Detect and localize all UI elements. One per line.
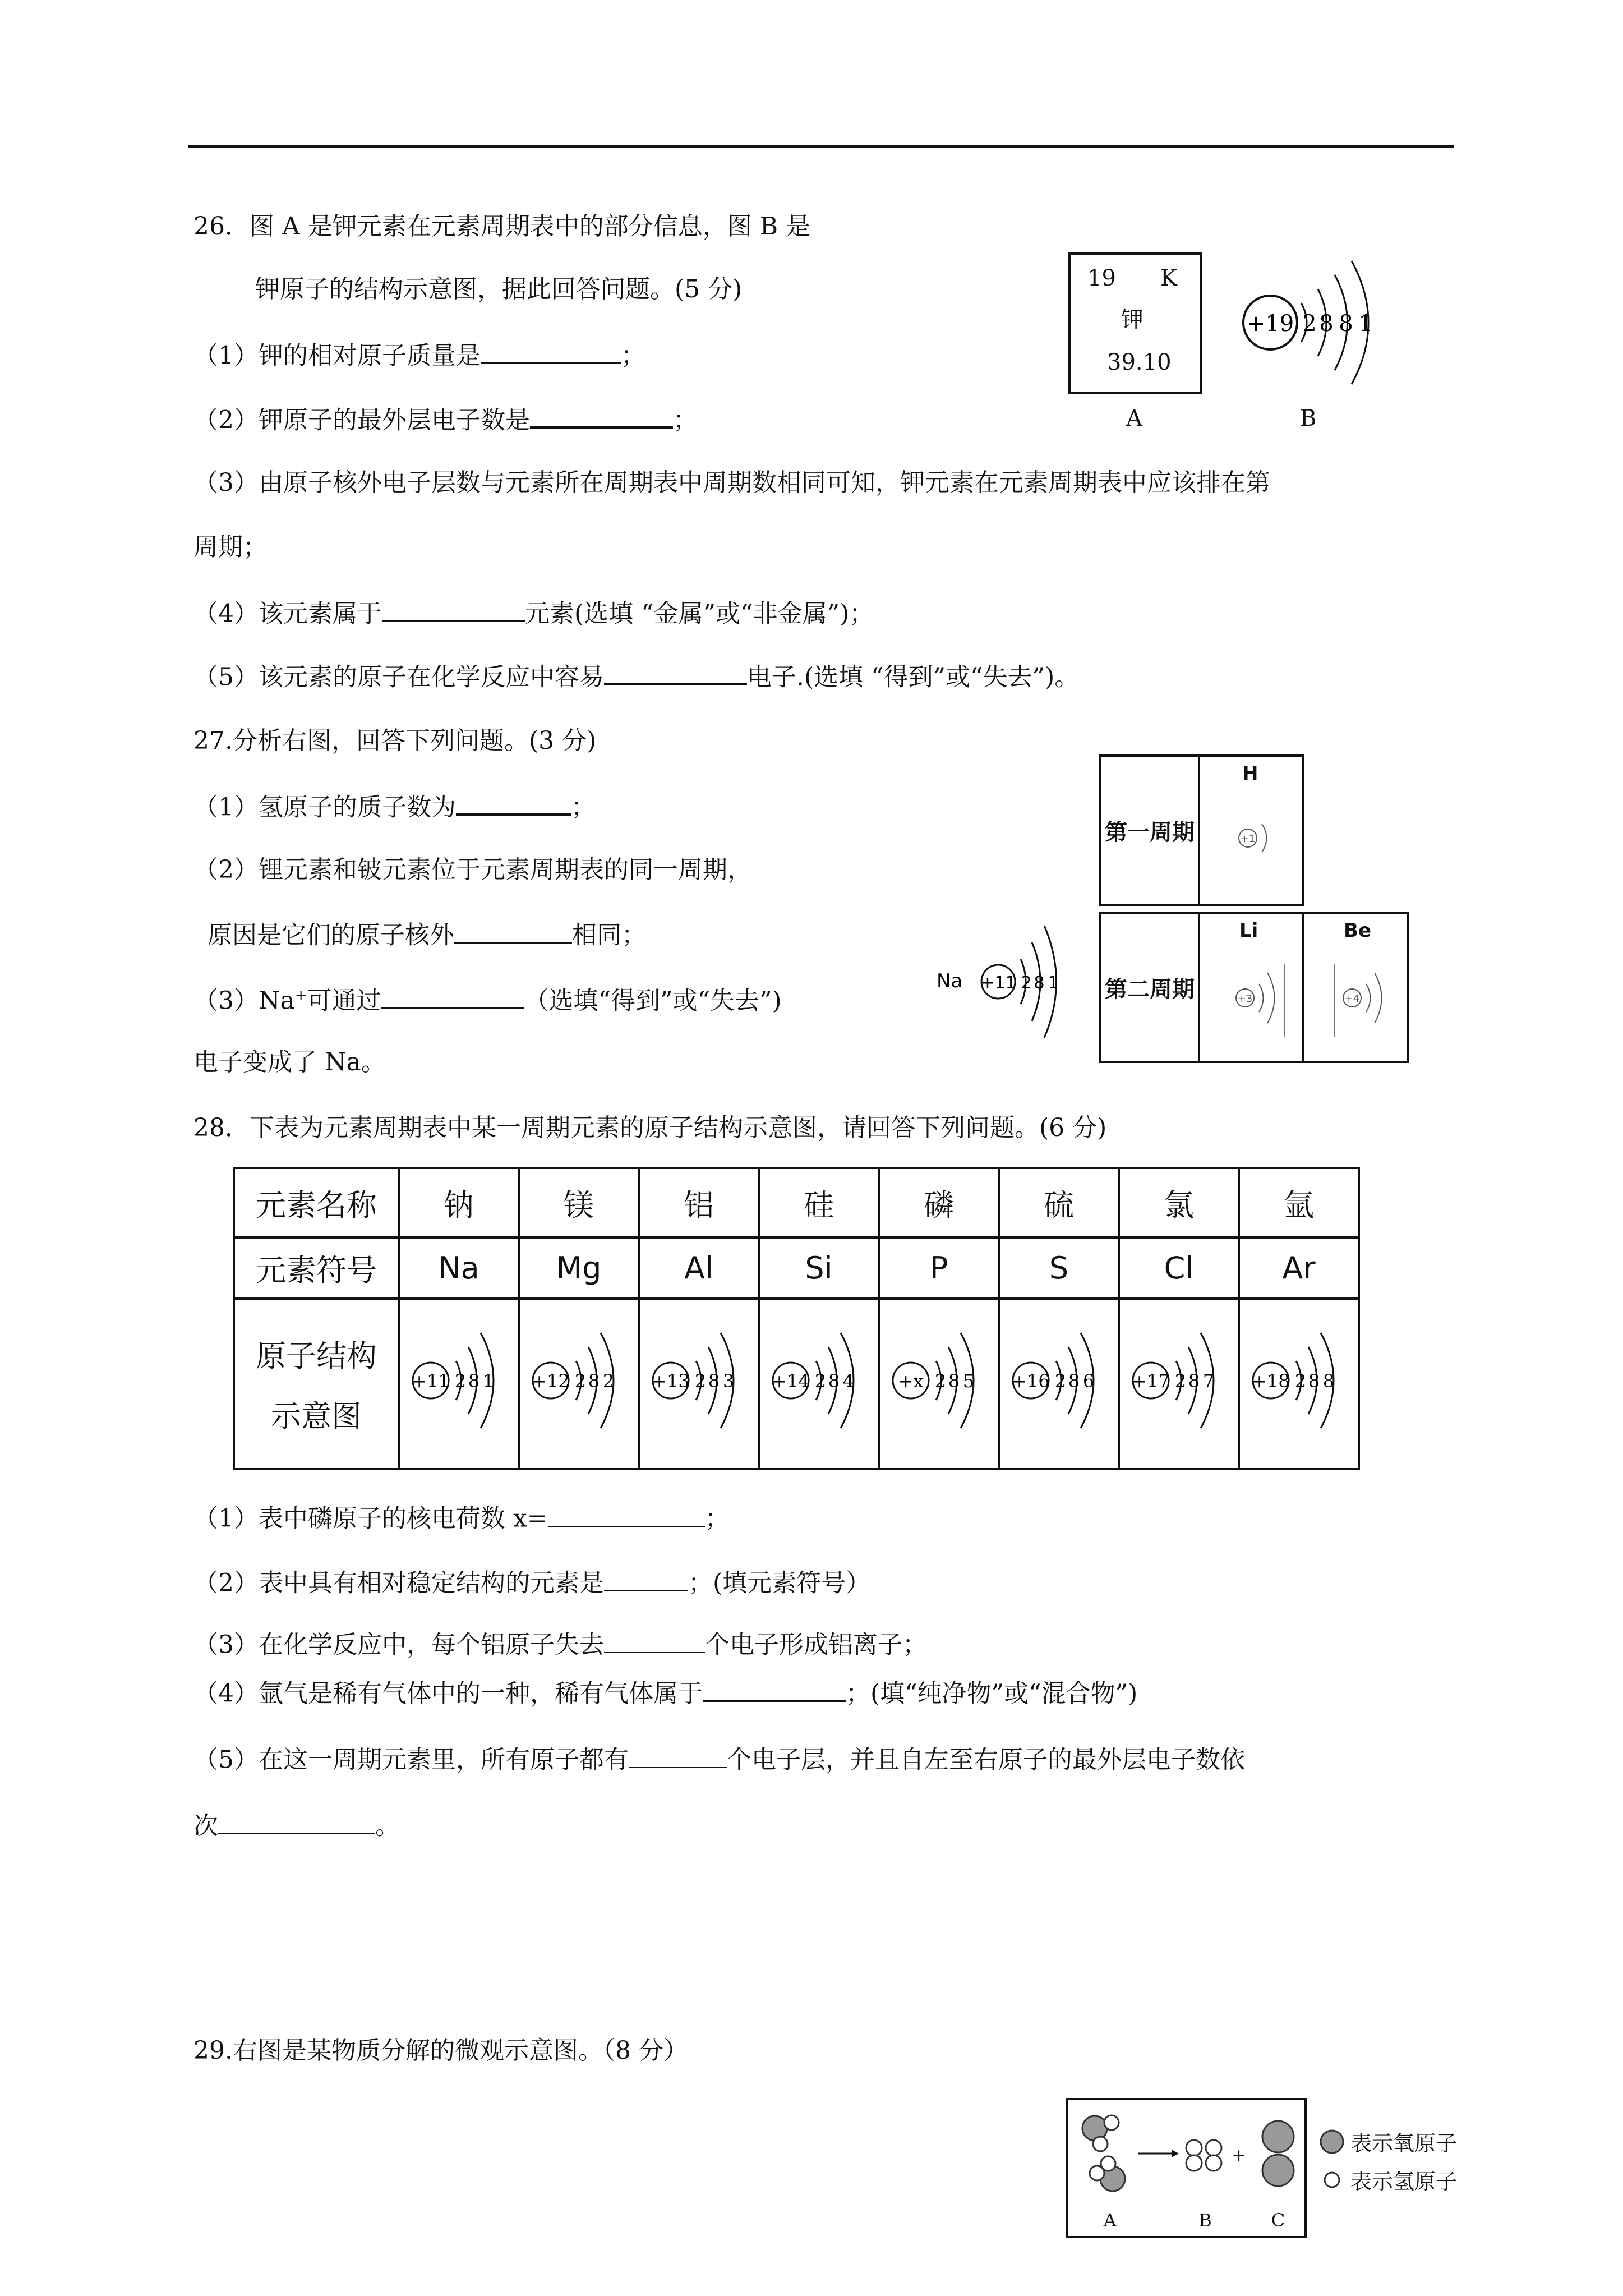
fig-a-label: A	[1126, 406, 1142, 431]
shell-count: 2	[1294, 1370, 1307, 1392]
atom-structure-diagram	[525, 1316, 632, 1445]
beryllium-cell: Be +4	[1302, 912, 1409, 1063]
svg-text:8: 8	[1034, 973, 1045, 993]
nucleus-charge: +11	[412, 1370, 450, 1392]
atom-structure-cell	[1239, 1299, 1359, 1469]
table-header-symbol: 元素符号	[234, 1237, 399, 1299]
atom-structure-cell	[759, 1299, 879, 1469]
shell-count: 4	[842, 1370, 855, 1392]
shell-count: 7	[1202, 1370, 1215, 1392]
shell-count: 2	[814, 1370, 827, 1392]
atom-structure-cell	[1119, 1299, 1239, 1469]
shell-count: 8	[1319, 311, 1334, 337]
element-name-cell: 氯	[1119, 1168, 1239, 1237]
atom-structure-cell	[879, 1299, 999, 1469]
svg-text:2: 2	[1021, 973, 1032, 993]
nucleus-charge: +16	[1012, 1370, 1050, 1392]
third-period-table	[233, 1167, 1360, 1470]
atom-structure-diagram	[1246, 1316, 1352, 1445]
element-symbol-cell: P	[879, 1237, 999, 1299]
table-row	[234, 1168, 1359, 1237]
lithium-cell: Li +3	[1198, 912, 1304, 1063]
q29-title: 29.右图是某物质分解的微观示意图。（8 分）	[193, 2036, 688, 2065]
svg-text:Na: Na	[937, 970, 963, 992]
svg-text:+4: +4	[1344, 993, 1360, 1005]
nucleus-charge: +17	[1132, 1370, 1170, 1392]
q27-part2-line2: 原因是它们的原子核外 相同；	[208, 921, 646, 950]
q26-part5: （5）该元素的原子在化学反应中容易 电子.(选填 “得到”或“失去”)。	[193, 661, 1079, 692]
svg-text:B: B	[1198, 2210, 1212, 2231]
q26-part2: （2）钾原子的最外层电子数是 ；	[193, 404, 698, 435]
shell-count: 8	[468, 1370, 480, 1392]
answer-blank[interactable]	[604, 1630, 705, 1653]
hydrogen-cell: H +1	[1198, 754, 1304, 906]
atom-structure-cell	[639, 1299, 759, 1469]
table-row	[234, 1299, 1359, 1469]
answer-blank[interactable]	[381, 984, 524, 1009]
sodium-atom-diagram	[925, 898, 1071, 1055]
answer-blank[interactable]	[454, 920, 572, 944]
decomposition-diagram	[1066, 2098, 1307, 2238]
atom-structure-cell	[999, 1299, 1119, 1469]
element-symbol-cell: Mg	[519, 1237, 639, 1299]
shell-count: 2	[454, 1370, 467, 1392]
answer-blank[interactable]	[604, 1568, 688, 1591]
answer-blank[interactable]	[218, 1811, 375, 1834]
shell-count: 8	[1068, 1370, 1080, 1392]
shell-count: 2	[694, 1370, 707, 1392]
q27-part3: （3）Na+可通过 （选填“得到”或“失去”)	[193, 984, 782, 1016]
element-symbol-cell: Cl	[1119, 1237, 1239, 1299]
nucleus-charge: +14	[772, 1370, 810, 1392]
nucleus-charge: +13	[652, 1370, 690, 1392]
svg-text:C: C	[1271, 2210, 1285, 2231]
atomic-number: 19	[1087, 265, 1116, 291]
element-name-cell: 氩	[1239, 1168, 1359, 1237]
period-diagram	[1099, 754, 1413, 1069]
element-name: 钾	[1121, 307, 1144, 333]
shell-count: 2	[934, 1370, 947, 1392]
q27-part2: （2）锂元素和铍元素位于元素周期表的同一周期，	[193, 855, 752, 884]
atom-structure-cell	[399, 1299, 519, 1469]
atom-structure-diagram	[645, 1316, 752, 1445]
q28-part4: （4）氩气是稀有气体中的一种，稀有气体属于 ；(填“纯净物”或“混合物”)	[193, 1677, 1137, 1709]
legend-oxygen: 表示氧原子	[1318, 2126, 1457, 2157]
shell-count: 8	[828, 1370, 840, 1392]
q26-title: 26．图 A 是钾元素在元素周期表中的部分信息，图 B 是	[193, 212, 811, 241]
q26-part4: （4）该元素属于 元素(选填 “金属”或“非金属”)；	[193, 597, 874, 629]
element-name-cell: 镁	[519, 1168, 639, 1237]
element-symbol-cell: Al	[639, 1237, 759, 1299]
nucleus-charge: +19	[1246, 311, 1294, 337]
nucleus-charge: +x	[898, 1370, 924, 1392]
element-name-cell: 硅	[759, 1168, 879, 1237]
shell-count: 8	[708, 1370, 720, 1392]
q28-title: 28．下表为元素周期表中某一周期元素的原子结构示意图，请回答下列问题。(6 分)	[193, 1114, 1107, 1142]
hydrogen-atom-icon	[1318, 2166, 1346, 2194]
table-header-structure: 原子结构 示意图	[234, 1299, 399, 1469]
shell-count: 8	[1188, 1370, 1200, 1392]
shell-count: 2	[1302, 311, 1317, 337]
shell-count: 2	[1174, 1370, 1187, 1392]
shell-count: 2	[602, 1370, 615, 1392]
potassium-atom-diagram	[1228, 247, 1396, 398]
fig-b-label: B	[1300, 406, 1317, 431]
answer-blank[interactable]	[629, 1745, 727, 1768]
svg-text:+11: +11	[980, 973, 1016, 993]
element-symbol-cell: Na	[399, 1237, 519, 1299]
shell-count: 8	[1339, 311, 1353, 337]
svg-text:+1: +1	[1240, 833, 1256, 845]
potassium-element-card	[1068, 252, 1202, 394]
answer-blank[interactable]	[530, 404, 673, 429]
atomic-mass: 39.10	[1107, 349, 1172, 375]
atom-structure-cell	[519, 1299, 639, 1469]
answer-blank[interactable]	[604, 661, 747, 685]
element-symbol-cell: Si	[759, 1237, 879, 1299]
element-name-cell: 硫	[999, 1168, 1119, 1237]
header-rule	[188, 145, 1454, 148]
q27-part3-line2: 电子变成了 Na。	[193, 1048, 386, 1076]
shell-count: 2	[574, 1370, 587, 1392]
atom-structure-diagram	[405, 1316, 512, 1445]
period-1-label-cell: 第一周期	[1099, 754, 1200, 906]
q28-part5-line2: 次 。	[193, 1811, 400, 1841]
atom-structure-diagram	[1006, 1316, 1112, 1445]
q27-part1: （1）氢原子的质子数为 ；	[193, 791, 596, 822]
shell-count: 1	[482, 1370, 495, 1392]
element-symbol-cell: S	[999, 1237, 1119, 1299]
table-row	[234, 1237, 1359, 1299]
shell-count: 3	[722, 1370, 735, 1392]
q26-part1: （1）钾的相对原子质量是 ；	[193, 339, 645, 371]
element-name-cell: 磷	[879, 1168, 999, 1237]
shell-count: 2	[1054, 1370, 1067, 1392]
element-name-cell: 铝	[639, 1168, 759, 1237]
shell-count: 8	[588, 1370, 600, 1392]
answer-blank[interactable]	[548, 1503, 705, 1527]
shell-count: 5	[962, 1370, 975, 1392]
q27-title: 27.分析右图，回答下列问题。(3 分)	[193, 726, 597, 755]
nucleus-charge: +12	[532, 1370, 570, 1392]
element-symbol: K	[1160, 265, 1177, 291]
shell-count: 8	[948, 1370, 960, 1392]
legend-hydrogen: 表示氢原子	[1318, 2164, 1457, 2195]
oxygen-atom-icon	[1318, 2128, 1346, 2156]
element-symbol-cell: Ar	[1239, 1237, 1359, 1299]
atom-structure-diagram	[1126, 1316, 1232, 1445]
nucleus-charge: +18	[1252, 1370, 1290, 1392]
svg-text:+3: +3	[1237, 993, 1253, 1005]
answer-blank[interactable]	[456, 791, 571, 816]
table-header-name: 元素名称	[234, 1168, 399, 1237]
svg-text:+: +	[1232, 2146, 1246, 2165]
shell-count: 1	[1358, 311, 1373, 337]
svg-text:1: 1	[1048, 973, 1059, 993]
q26-title-line2: 钾原子的结构示意图，据此回答问题。(5 分)	[255, 275, 743, 303]
atom-structure-diagram	[886, 1316, 992, 1445]
element-name-cell: 钠	[399, 1168, 519, 1237]
q26-part3-line2: 周期；	[193, 533, 268, 562]
shell-count: 8	[1308, 1370, 1320, 1392]
period-2-label-cell: 第二周期	[1099, 912, 1200, 1063]
q28-part5: （5）在这一周期元素里，所有原子都有 个电子层，并且自左至右原子的最外层电子数依	[193, 1745, 1245, 1774]
q28-part2: （2）表中具有相对稳定结构的元素是 ；(填元素符号）	[193, 1568, 871, 1598]
shell-count: 8	[1322, 1370, 1335, 1392]
answer-blank[interactable]	[481, 339, 621, 364]
answer-blank[interactable]	[382, 597, 525, 622]
svg-text:A: A	[1103, 2210, 1117, 2231]
q28-part1: （1）表中磷原子的核电荷数 x= ；	[193, 1504, 730, 1533]
shell-count: 6	[1082, 1370, 1095, 1392]
answer-blank[interactable]	[703, 1677, 846, 1702]
atom-structure-diagram	[766, 1316, 872, 1445]
q28-part3: （3）在化学反应中，每个铝原子失去 个电子形成铝离子；	[193, 1630, 927, 1659]
q26-part3: （3）由原子核外电子层数与元素所在周期表中周期数相同可知，钾元素在元素周期表中应该排在第	[193, 468, 1270, 497]
